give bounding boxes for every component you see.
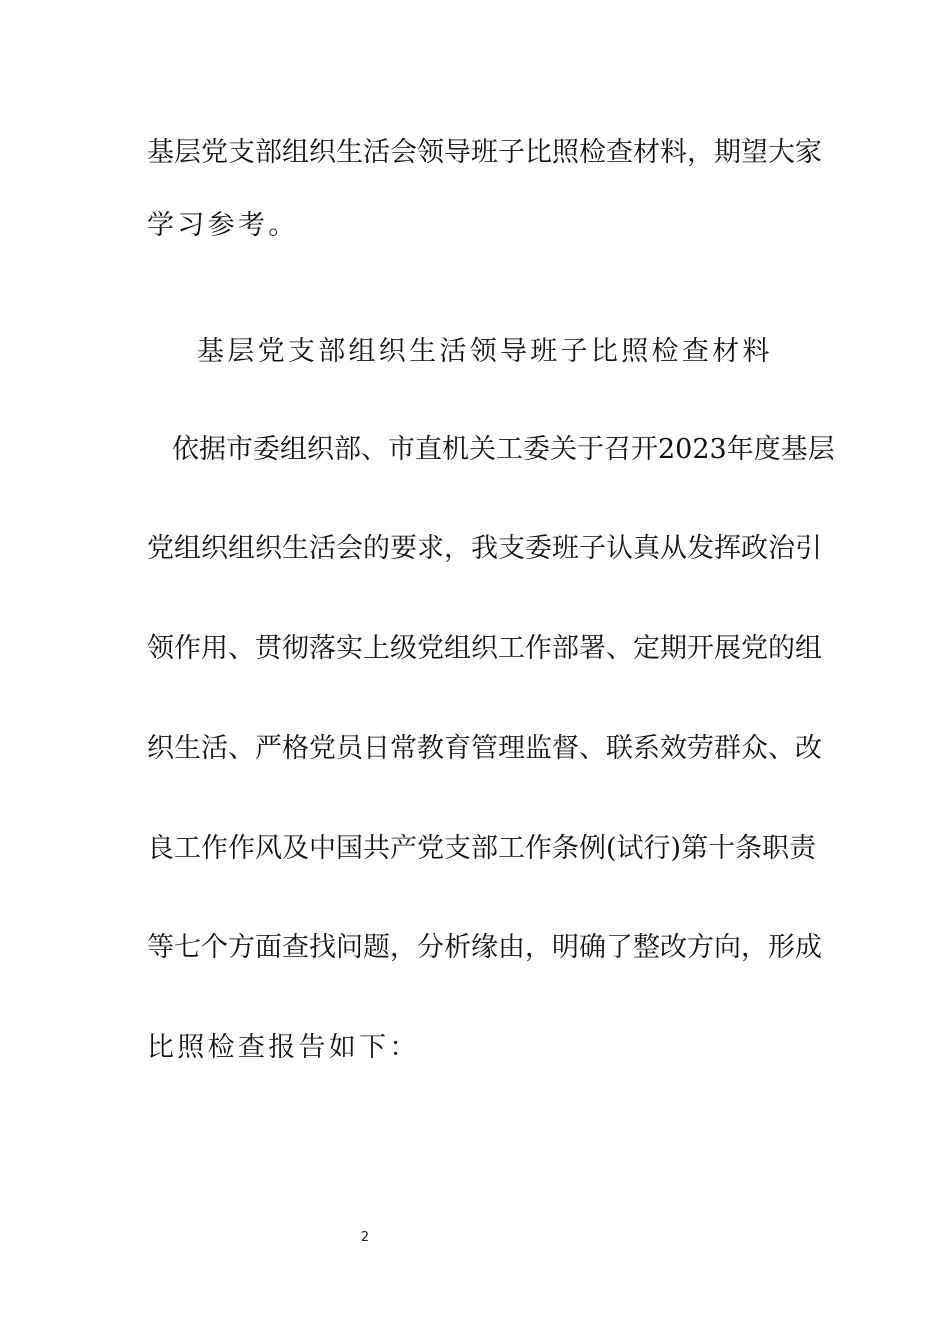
body-line: 比照检查报告如下： [147,1032,420,1063]
intro-line: 基层党支部组织生活会领导班子比照检查材料，期望大家 [147,137,822,168]
body-line: 等七个方面查找问题，分析缘由，明确了整改方向，形成 [147,932,822,963]
document-title: 基层党支部组织生活领导班子比照检查材料 [197,336,773,367]
body-line: 领作用、贯彻落实上级党组织工作部署、定期开展党的组 [147,633,822,664]
body-line: 党组织组织生活会的要求，我支委班子认真从发挥政治引 [147,533,822,564]
body-line: 良工作作风及中国共产党支部工作条例(试行)第十条职责 [147,833,817,864]
intro-line: 学习参考。 [147,210,299,241]
page-number: 2 [360,1230,370,1245]
body-line: 织生活、严格党员日常教育管理监督、联系效劳群众、改 [147,733,822,764]
body-line: 依据市委组织部、市直机关工委关于召开2023年度基层 [172,434,835,465]
